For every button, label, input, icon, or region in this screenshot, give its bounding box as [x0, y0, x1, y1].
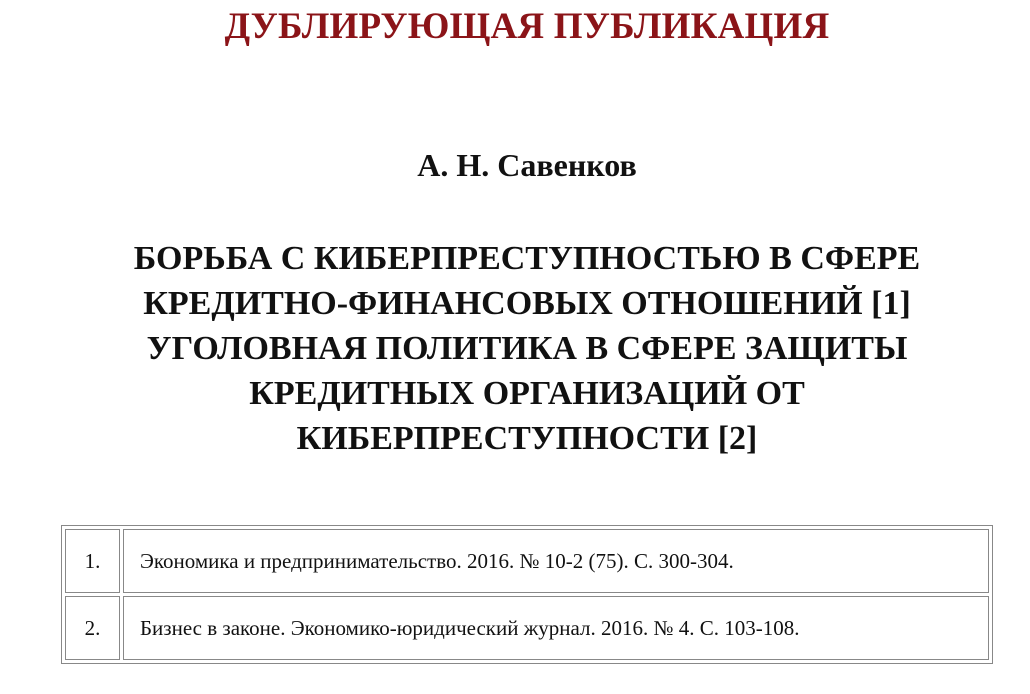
author-name: А. Н. Савенков	[417, 147, 637, 183]
article-title-line: КРЕДИТНЫХ ОРГАНИЗАЦИЙ ОТ	[249, 375, 805, 412]
article-title-line: КИБЕРПРЕСТУПНОСТИ [2]	[296, 420, 758, 457]
section-heading: ДУБЛИРУЮЩАЯ ПУБЛИКАЦИЯ	[224, 6, 830, 47]
publication-number: 2.	[65, 596, 120, 660]
publication-number: 1.	[65, 529, 120, 593]
publication-reference: Экономика и предпринимательство. 2016. № 10-2 (75). С. 300-304.	[123, 529, 989, 593]
article-title-line: УГОЛОВНАЯ ПОЛИТИКА В СФЕРЕ ЗАЩИТЫ	[146, 330, 908, 367]
publications-table	[61, 525, 993, 664]
table-row	[65, 596, 989, 660]
article-title-line: КРЕДИТНО-ФИНАНСОВЫХ ОТНОШЕНИЙ [1]	[143, 285, 911, 322]
publication-reference: Бизнес в законе. Экономико-юридический журнал. 2016. № 4. С. 103-108.	[123, 596, 989, 660]
article-title	[40, 236, 1014, 461]
table-row	[65, 529, 989, 593]
article-title-line: БОРЬБА С КИБЕРПРЕСТУПНОСТЬЮ В СФЕРЕ	[133, 240, 921, 277]
